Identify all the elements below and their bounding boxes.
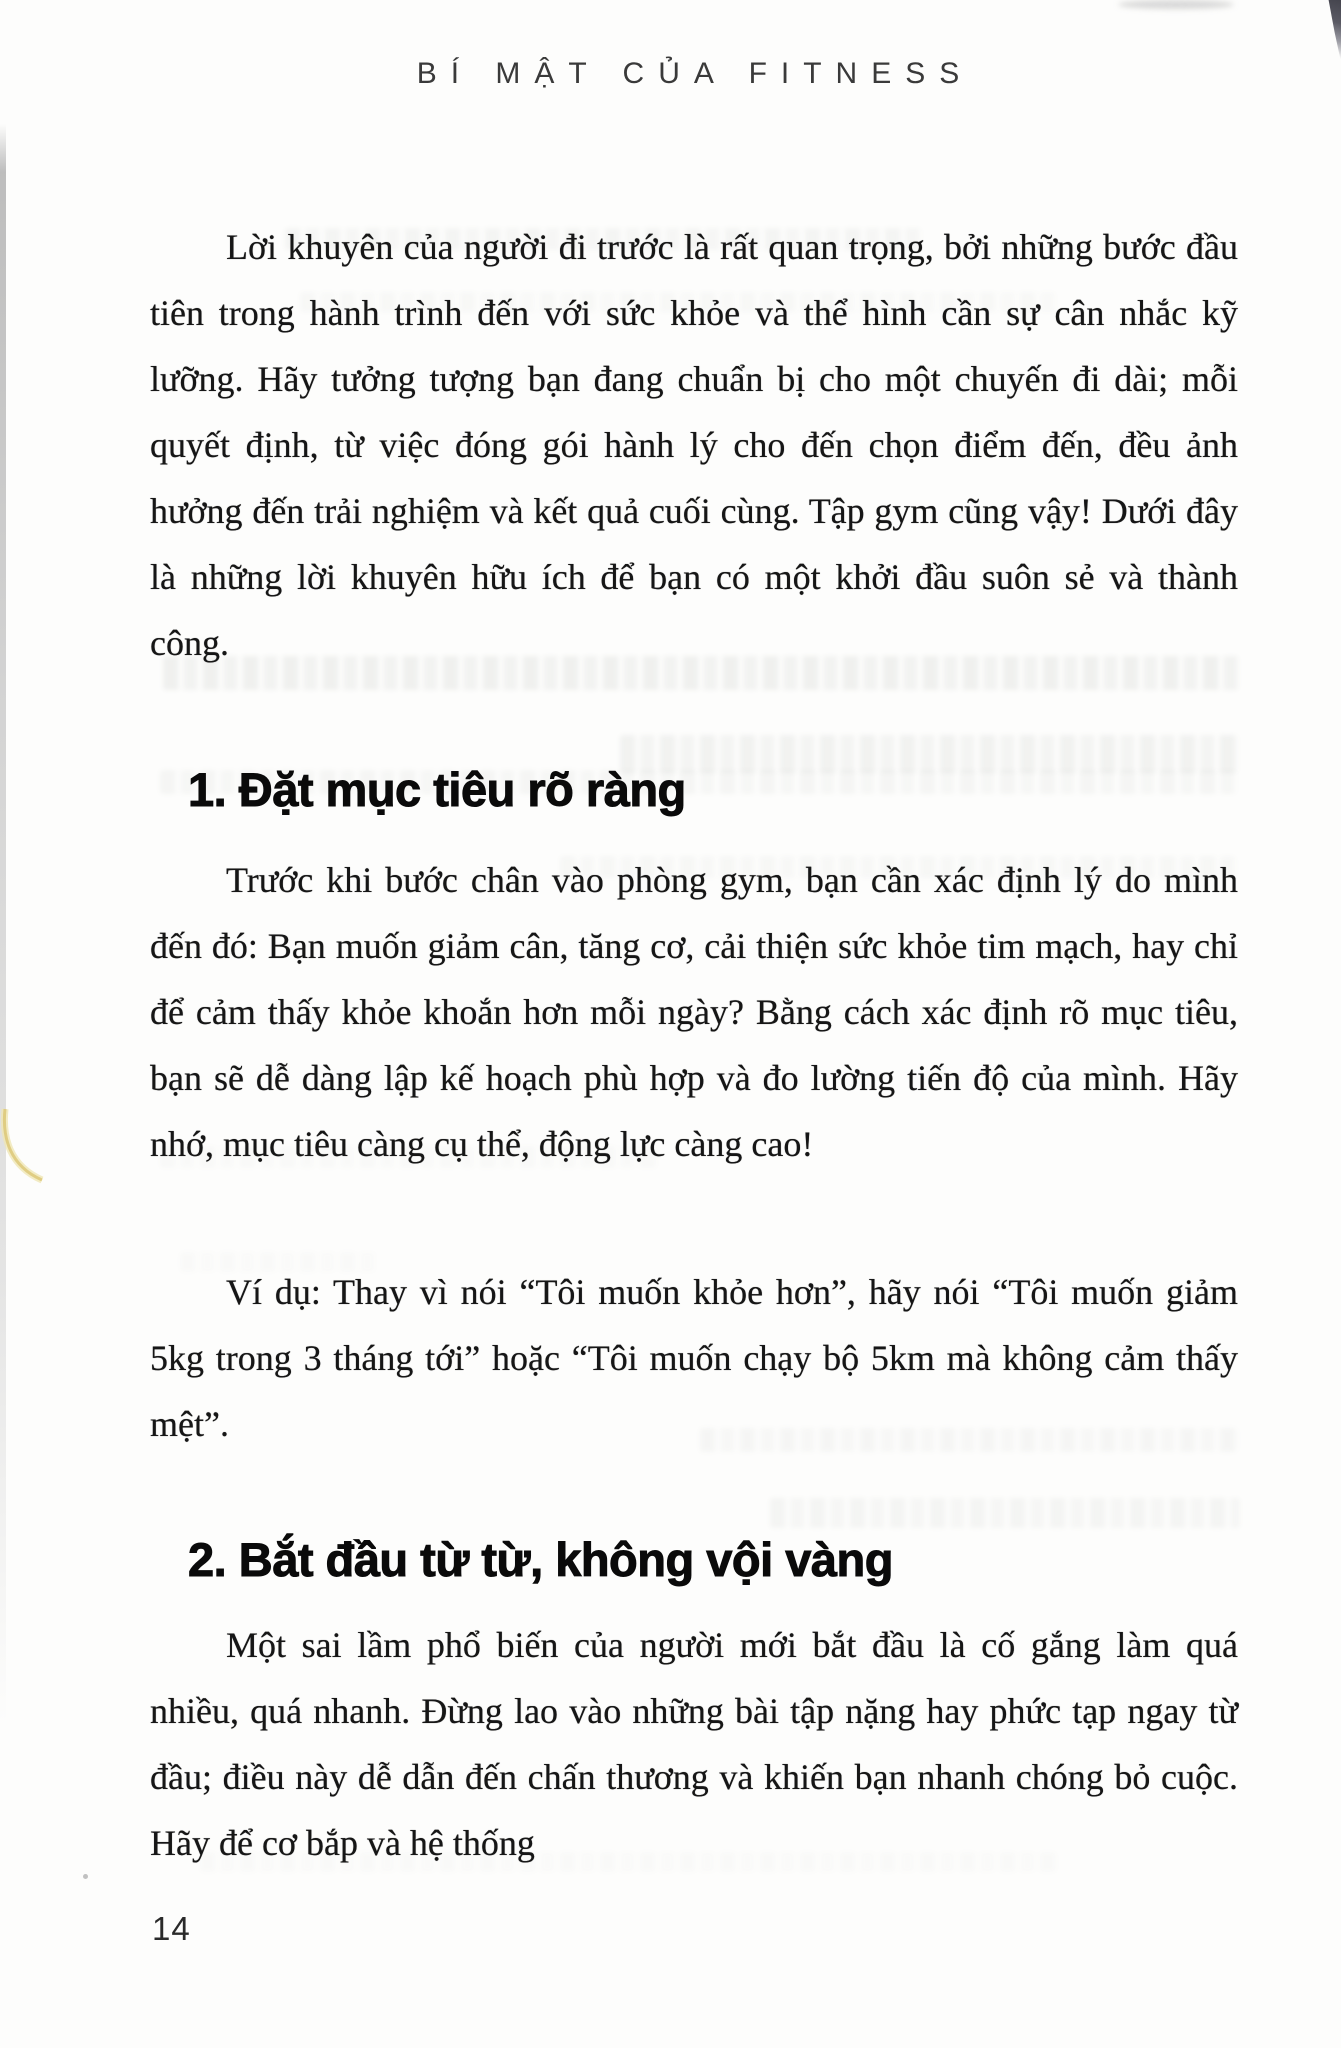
section-1-example-paragraph: Ví dụ: Thay vì nói “Tôi muốn khỏe hơn”, hãy nói “Tôi muốn giảm 5kg trong 3 tháng tới” hoặc “Tôi muốn chạy bộ 5km mà không cảm thấy mệt”. [150,1272,1238,1444]
scan-corner-artifact [1321,0,1341,62]
section-2-heading: 2. Bắt đầu từ từ, không vội vàng [188,1533,893,1586]
scan-top-smudge [1118,0,1234,9]
running-head: BÍ MẬT CỦA FITNESS [416,57,974,90]
page-curl-mark [0,1106,46,1190]
section-1-paragraph: Trước khi bước chân vào phòng gym, bạn cần xác định lý do mình đến đó: Bạn muốn giảm cân, tăng cơ, cải thiện sức khỏe tim mạch, hay chỉ để cảm thấy khỏe khoắn hơn mỗi ngày? Bằng cách xác định rõ mục tiêu, bạn sẽ dễ dàng lập kế hoạch phù hợp và đo lường tiến độ của mình. Hãy nhớ, mục tiêu càng cụ thể, động lực càng cao! [150,860,1238,1164]
page-number: 14 [152,1910,191,1947]
ink-speck [83,1874,88,1879]
bleedthrough-ghost [770,1498,1240,1528]
intro-paragraph: Lời khuyên của người đi trước là rất quan trọng, bởi những bước đầu tiên trong hành trình đến với sức khỏe và thể hình cần sự cân nhắc kỹ lưỡng. Hãy tưởng tượng bạn đang chuẩn bị cho một chuyến đi dài; mỗi quyết định, từ việc đóng gói hành lý cho đến chọn điểm đến, đều ảnh hưởng đến trải nghiệm và kết quả cuối cùng. Tập gym cũng vậy! Dưới đây là những lời khuyên hữu ích để bạn có một khởi đầu suôn sẻ và thành công. [150,227,1238,663]
bleedthrough-ghost [620,735,1240,773]
section-1-heading: 1. Đặt mục tiêu rõ ràng [188,763,686,816]
scan-left-edge [0,124,6,1724]
section-2-paragraph: Một sai lầm phổ biến của người mới bắt đầu là cố gắng làm quá nhiều, quá nhanh. Đừng lao vào những bài tập nặng hay phức tạp ngay từ đầu; điều này dễ dẫn đến chấn thương và khiến bạn nhanh chóng bỏ cuộc. Hãy để cơ bắp và hệ thống [150,1625,1238,1863]
